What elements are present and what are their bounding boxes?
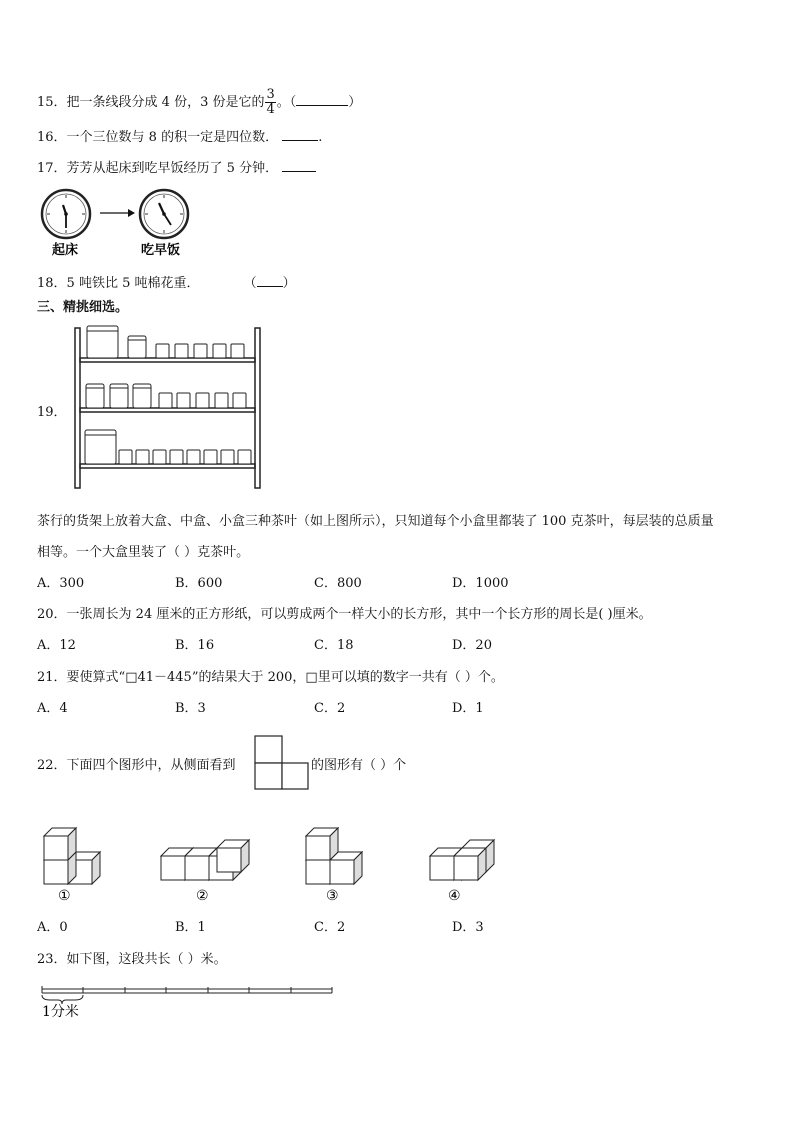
question-17-text: 17．芳芳从起床到吃早饭经历了 5 分钟． — [37, 161, 279, 176]
question-15-close: ） — [348, 95, 362, 110]
q21-option-b[interactable]: B．3 — [175, 701, 206, 716]
figure-4 — [430, 840, 494, 880]
answer-blank-15[interactable] — [296, 105, 348, 106]
question-15-prefix: 15．把一条线段分成 4 份，3 份是它的 — [37, 95, 265, 110]
question-19-line1: 茶行的货架上放着大盒、中盒、小盒三种茶叶（如上图所示），只知道每个小盒里都装了 100 克茶叶，每层装的总质量 — [37, 514, 714, 529]
ruler-label: 1分米 — [42, 1004, 79, 1020]
figure-label-4: ④ — [448, 888, 461, 904]
question-23: 23．如下图，这段共长（ ）米。 — [37, 952, 227, 967]
question-20: 20．一张周长为 24 厘米的正方形纸，可以剪成两个一样大小的长方形，其中一个长方形的周长是( )厘米。 — [37, 607, 652, 622]
fraction-numerator: 3 — [266, 87, 275, 102]
figure-3 — [306, 828, 362, 884]
q21-option-d[interactable]: D．1 — [452, 701, 484, 716]
figure-2 — [161, 840, 249, 880]
question-22-suffix: 的图形有（ ）个 — [311, 758, 407, 773]
question-19-line2: 相等。一个大盒里装了（ ）克茶叶。 — [37, 545, 250, 560]
answer-blank-17[interactable] — [282, 171, 316, 172]
question-18 — [37, 272, 296, 291]
q20-option-c[interactable]: C．18 — [314, 638, 354, 653]
q19-option-b[interactable]: B．600 — [175, 576, 223, 591]
q20-option-a[interactable]: A．12 — [37, 638, 76, 653]
question-18-text: 18．5 吨铁比 5 吨棉花重． — [37, 276, 200, 291]
side-view-shape — [254, 735, 310, 791]
paren-close: ） — [282, 276, 296, 291]
fraction-three-quarters — [265, 88, 275, 117]
tea-shelf-figure — [70, 320, 265, 495]
q20-option-b[interactable]: B．16 — [175, 638, 215, 653]
clocks-figure — [40, 188, 200, 258]
question-17 — [37, 157, 316, 176]
fraction-denominator: 4 — [266, 102, 275, 117]
figure-label-2: ② — [196, 888, 209, 904]
q19-option-a[interactable]: A．300 — [37, 576, 85, 591]
question-22-prefix: 22．下面四个图形中，从侧面看到 — [37, 758, 236, 773]
q22-option-d[interactable]: D．3 — [452, 920, 484, 935]
label-breakfast: 吃早饭 — [141, 243, 181, 258]
paren-open: （ — [243, 276, 257, 291]
clock-breakfast-icon — [140, 190, 188, 238]
figure-label-3: ③ — [326, 888, 339, 904]
question-21: 21．要使算式“□41－445”的结果大于 200，□里可以填的数字一共有（ ）个。 — [37, 670, 504, 685]
question-19-number: 19． — [37, 405, 67, 420]
clock-wake-icon — [42, 190, 90, 238]
q22-option-a[interactable]: A．0 — [37, 920, 68, 935]
tea-boxes — [85, 326, 251, 464]
question-16-text: 16．一个三位数与 8 的积一定是四位数． — [37, 130, 279, 145]
question-16-end: . — [318, 130, 323, 145]
section-3-title: 三、精挑细选。 — [37, 300, 129, 315]
q19-option-d[interactable]: D．1000 — [452, 576, 509, 591]
q19-option-c[interactable]: C．800 — [314, 576, 362, 591]
cube-figures — [40, 820, 510, 905]
label-wake: 起床 — [52, 243, 79, 258]
arrow-right-icon — [100, 209, 135, 217]
q21-option-c[interactable]: C．2 — [314, 701, 346, 716]
q20-option-d[interactable]: D．20 — [452, 638, 492, 653]
figure-label-1: ① — [58, 888, 71, 904]
brace — [42, 995, 83, 1004]
answer-blank-16[interactable] — [282, 140, 318, 141]
q22-option-b[interactable]: B．1 — [175, 920, 206, 935]
q22-option-c[interactable]: C．2 — [314, 920, 346, 935]
ruler-segment — [40, 982, 340, 1022]
question-15 — [37, 88, 361, 117]
question-15-suffix: 。（ — [276, 95, 297, 110]
answer-blank-18[interactable] — [257, 286, 283, 287]
q21-option-a[interactable]: A．4 — [37, 701, 68, 716]
question-16 — [37, 126, 322, 145]
figure-1 — [44, 828, 100, 884]
